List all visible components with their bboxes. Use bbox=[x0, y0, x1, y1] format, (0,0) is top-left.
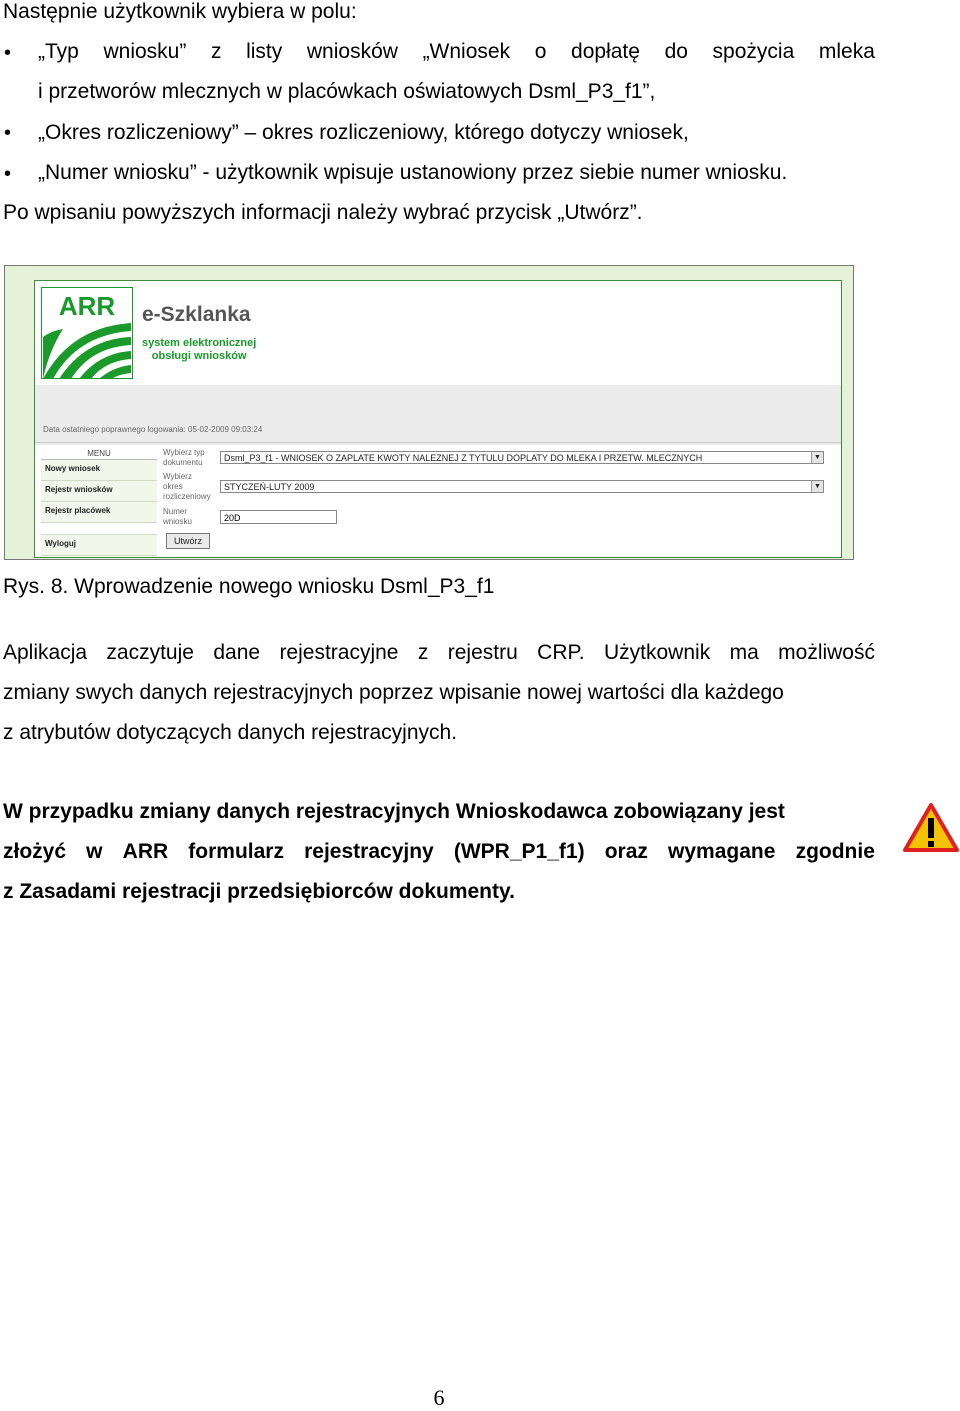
app-tagline bbox=[142, 337, 256, 363]
warning-triangle-icon bbox=[902, 802, 960, 854]
figure-caption: Rys. 8. Wprowadzenie nowego wniosku Dsml_P3_f1 bbox=[3, 575, 495, 598]
word: możliwość bbox=[778, 641, 875, 664]
label-line: Wybierz typ bbox=[163, 448, 205, 457]
word: ma bbox=[729, 641, 759, 664]
word: zaczytuje bbox=[106, 641, 194, 664]
after-bullets-text: Po wpisaniu powyższych informacji należy wybrać przycisk „Utwórz”. bbox=[3, 201, 643, 224]
header-band bbox=[35, 385, 842, 445]
para2-line-2 bbox=[3, 840, 875, 864]
word: oraz bbox=[604, 840, 648, 863]
label-document-type bbox=[163, 448, 217, 468]
word: dopłatę bbox=[571, 40, 640, 63]
bullet-3: • bbox=[4, 163, 12, 185]
word: „Typ bbox=[38, 40, 79, 63]
word: CRP. bbox=[537, 641, 585, 664]
word: z bbox=[210, 40, 222, 63]
select-value: STYCZEŃ-LUTY 2009 bbox=[224, 482, 315, 492]
label-period bbox=[163, 472, 217, 502]
word: o bbox=[534, 40, 547, 63]
word: zgodnie bbox=[795, 840, 875, 863]
word: mleka bbox=[818, 40, 875, 63]
word: z bbox=[417, 641, 429, 664]
application-number-input[interactable]: 20D bbox=[220, 510, 337, 524]
label-line: wniosku bbox=[163, 517, 192, 526]
side-menu bbox=[41, 448, 157, 556]
app-screenshot bbox=[4, 265, 854, 560]
para1-line-2: zmiany swych danych rejestracyjnych poprzez wpisanie nowej wartości dla każdego bbox=[3, 681, 784, 704]
arr-logo bbox=[41, 287, 133, 379]
word: listy bbox=[246, 40, 283, 63]
word: rejestracyjne bbox=[279, 641, 399, 664]
word: „Wniosek bbox=[422, 40, 511, 63]
bullet-1-line-2: i przetworów mlecznych w placówkach oświatowych Dsml_P3_f1”, bbox=[38, 80, 656, 103]
word: Użytkownik bbox=[604, 641, 711, 664]
word: wymagane bbox=[668, 840, 776, 863]
tagline-line: obsługi wniosków bbox=[151, 350, 247, 362]
menu-item-facility-register[interactable]: Rejestr placówek bbox=[41, 502, 157, 523]
menu-item-application-register[interactable]: Rejestr wniosków bbox=[41, 481, 157, 502]
word: spożycia bbox=[712, 40, 795, 63]
word: rejestru bbox=[447, 641, 518, 664]
page-number: 6 bbox=[433, 1385, 445, 1410]
divider bbox=[35, 442, 842, 443]
intro-text: Następnie użytkownik wybiera w polu: bbox=[3, 0, 357, 23]
menu-spacer bbox=[41, 523, 157, 535]
bullet-2: • bbox=[4, 122, 12, 144]
chevron-down-icon[interactable]: ▼ bbox=[811, 452, 823, 463]
tagline-line: system elektronicznej bbox=[142, 337, 257, 349]
label-line: okres bbox=[163, 482, 183, 491]
label-line: Numer bbox=[163, 507, 188, 516]
word: Aplikacja bbox=[3, 641, 88, 664]
menu-item-new-application[interactable]: Nowy wniosek bbox=[41, 460, 157, 481]
last-login-text: Data ostatniego poprawnego logowania: 05-02-2009 09:03:24 bbox=[43, 425, 263, 434]
bullet-2-text: „Okres rozliczeniowy” – okres rozliczeniowy, którego dotyczy wniosek, bbox=[38, 121, 689, 144]
para1-line-3: z atrybutów dotyczących danych rejestracyjnych. bbox=[3, 721, 458, 744]
label-number bbox=[163, 507, 217, 527]
word: w bbox=[86, 840, 103, 863]
word: (WPR_P1_f1) bbox=[453, 840, 585, 863]
app-brand: e-Szklanka bbox=[142, 303, 251, 326]
menu-header: MENU bbox=[41, 448, 157, 460]
label-line: dokumentu bbox=[163, 458, 203, 467]
create-button[interactable]: Utwórz bbox=[166, 533, 210, 549]
word: rejestracyjny bbox=[304, 840, 434, 863]
app-window bbox=[34, 280, 842, 558]
word: ARR bbox=[122, 840, 169, 863]
word: do bbox=[664, 40, 688, 63]
word: dane bbox=[213, 641, 261, 664]
svg-text:ARR: ARR bbox=[58, 291, 116, 321]
chevron-down-icon[interactable]: ▼ bbox=[811, 481, 823, 492]
para1-line-1 bbox=[3, 641, 875, 665]
menu-item-logout[interactable]: Wyloguj bbox=[41, 535, 157, 556]
period-select[interactable] bbox=[220, 480, 824, 493]
select-value: Dsml_P3_f1 - WNIOSEK O ZAPLATE KWOTY NALEZNEJ Z TYTULU DOPLATY DO MLEKA I PRZETW. MLECZNYCH bbox=[224, 453, 703, 463]
label-line: Wybierz bbox=[163, 472, 192, 481]
document-type-select[interactable] bbox=[220, 451, 824, 464]
bullet-3-text: „Numer wniosku” - użytkownik wpisuje ustanowiony przez siebie numer wniosku. bbox=[38, 161, 788, 184]
label-line: rozliczeniowy bbox=[163, 492, 211, 501]
word: formularz bbox=[188, 840, 284, 863]
bullet-1: • bbox=[4, 42, 12, 64]
para2-line-1: W przypadku zmiany danych rejestracyjnych Wnioskodawca zobowiązany jest bbox=[3, 800, 785, 823]
para2-line-3: z Zasadami rejestracji przedsiębiorców dokumenty. bbox=[3, 880, 515, 903]
word: wniosku” bbox=[103, 40, 187, 63]
word: wniosków bbox=[306, 40, 398, 63]
word: złożyć bbox=[3, 840, 67, 863]
bullet-1-line-1 bbox=[38, 40, 875, 64]
